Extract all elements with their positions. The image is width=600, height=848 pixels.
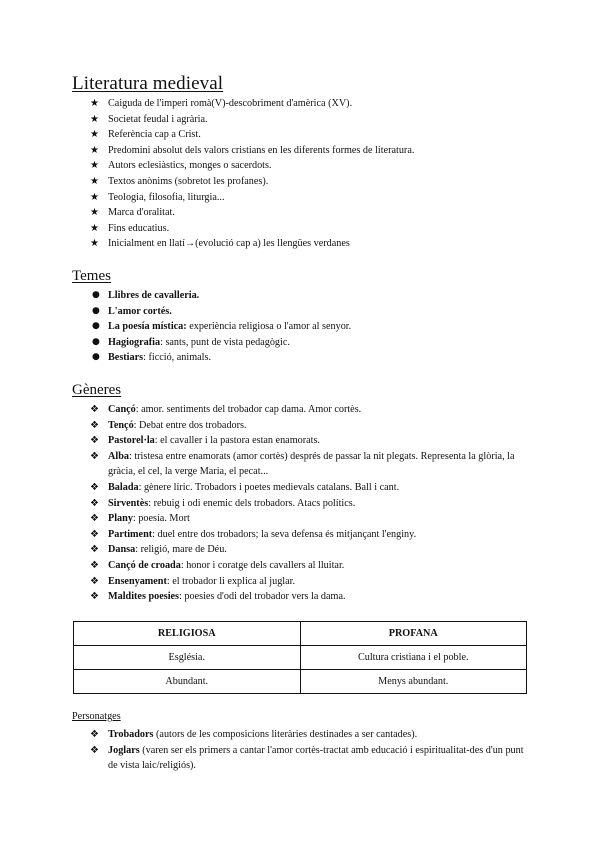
- list-item: ★ Referència cap a Crist.: [0, 127, 600, 143]
- list-item: ❖ Cançó de croada: honor i coratge dels cavallers al lluitar.: [0, 558, 600, 574]
- dot-bullet-icon: ●: [92, 305, 100, 316]
- star-bullet-icon: ★: [90, 98, 99, 109]
- personatges-list: [0, 727, 600, 774]
- diamond-bullet-icon: ❖: [90, 744, 99, 756]
- diamond-bullet-icon: ❖: [90, 591, 99, 603]
- diamond-bullet-icon: ❖: [90, 497, 99, 509]
- table-cell: Cultura cristiana i el poble.: [300, 646, 527, 670]
- star-bullet-icon: ★: [90, 113, 99, 125]
- table-row: [74, 670, 527, 694]
- dot-bullet-icon: ●: [92, 336, 100, 347]
- generes-heading: Gèneres: [72, 382, 122, 398]
- list-item: ★ Inicialment en llatí→(evolució cap a) les llengües verdanes: [0, 236, 600, 252]
- temes-heading: Temes: [72, 268, 111, 284]
- star-bullet-icon: ★: [90, 222, 99, 234]
- list-item: ● Hagiografia: sants, punt de vista pedagògic.: [0, 335, 600, 351]
- diamond-bullet-icon: ❖: [90, 559, 99, 571]
- list-item: ● Bestiars: ficció, animals.: [0, 350, 600, 366]
- list-item: ❖ Pastorel·la: el cavaller i la pastora estan enamorats.: [0, 433, 600, 449]
- intro-list: [0, 96, 600, 252]
- generes-list: [0, 402, 600, 605]
- dot-bullet-icon: ●: [92, 321, 100, 332]
- star-bullet-icon: ★: [90, 129, 99, 141]
- diamond-bullet-icon: ❖: [90, 404, 99, 415]
- personatges-heading: Personatges: [72, 711, 121, 722]
- list-item: ★ Caiguda de l'imperi romà(V)-descobriment d'amèrica (XV).: [0, 96, 600, 112]
- diamond-bullet-icon: ❖: [90, 575, 99, 587]
- list-item: ★ Fins educatius.: [0, 221, 600, 237]
- diamond-bullet-icon: ❖: [90, 528, 99, 540]
- list-item: ❖ Tençó: Debat entre dos trobadors.: [0, 418, 600, 434]
- star-bullet-icon: ★: [90, 160, 99, 172]
- page-title: Literatura medieval: [72, 73, 224, 94]
- table-header-cell: PROFANA: [300, 622, 527, 646]
- list-item: ● Llibres de cavalleria.: [0, 288, 600, 304]
- star-bullet-icon: ★: [90, 238, 99, 250]
- diamond-bullet-icon: ❖: [90, 450, 99, 462]
- list-item: ❖ Sirventès: rebuig i odi enemic dels trobadors. Atacs polítics.: [0, 496, 600, 512]
- list-item: ● La poesía mística: experiència religiosa o l'amor al senyor.: [0, 319, 600, 335]
- list-item: ● L'amor cortés.: [0, 304, 600, 320]
- temes-list: [0, 288, 600, 366]
- list-item: ❖ Joglars (varen ser els primers a cantar l'amor cortès-tractat amb educació i espiritualitat-des d'un punt de vista laic/religiós).: [90, 744, 524, 772]
- table-cell: Abundant.: [74, 670, 301, 694]
- star-bullet-icon: ★: [90, 207, 99, 219]
- star-bullet-icon: ★: [90, 144, 99, 156]
- diamond-bullet-icon: ❖: [90, 481, 99, 493]
- list-item: ❖ Maldites poesies: poesies d'odi del trobador vers la dama.: [0, 589, 600, 605]
- list-item: ❖ Cançó: amor. sentiments del trobador cap dama. Amor cortès.: [0, 402, 600, 418]
- star-bullet-icon: ★: [90, 191, 99, 203]
- list-item: ❖ Partiment: duel entre dos trobadors; la seva defensa és mitjançant l'enginy.: [0, 527, 600, 543]
- list-item: ❖ Dansa: religió, mare de Déu.: [0, 542, 600, 558]
- table-cell: Menys abundant.: [300, 670, 527, 694]
- dot-bullet-icon: ●: [92, 290, 100, 300]
- list-item: ★ Autors eclesiàstics, monges o sacerdots.: [0, 158, 600, 174]
- table-cell: Església.: [74, 646, 301, 670]
- diamond-bullet-icon: ❖: [90, 419, 99, 431]
- comparison-table: [73, 621, 527, 694]
- list-item: ★ Societat feudal i agrària.: [0, 112, 600, 128]
- list-item: ❖ Ensenyament: el trobador li explica al juglar.: [0, 574, 600, 590]
- list-item: ❖ Trobadors (autors de les composicions literàries destinades a ser cantades).: [0, 727, 600, 743]
- diamond-bullet-icon: ❖: [90, 513, 99, 525]
- diamond-bullet-icon: ❖: [90, 435, 99, 447]
- table-header-cell: RELIGIOSA: [74, 622, 301, 646]
- list-item: ★ Textos anònims (sobretot les profanes).: [0, 174, 600, 190]
- list-item: ★ Teologia, filosofia, liturgia...: [0, 190, 600, 206]
- list-item: ★ Marca d'oralitat.: [0, 205, 600, 221]
- list-item: ❖ Alba: tristesa entre enamorats (amor cortès) després de passar la nit plegats. Representa la glòria, la gràcia, el cel, la verge Maria, el pecat...: [90, 450, 515, 478]
- diamond-bullet-icon: ❖: [90, 729, 99, 740]
- list-item: ★ Predomini absolut dels valors cristians en les diferents formes de literatura.: [0, 143, 600, 159]
- list-item: ❖ Plany: poesía. Mort: [0, 511, 600, 527]
- diamond-bullet-icon: ❖: [90, 544, 99, 556]
- table-header-row: [74, 622, 527, 646]
- star-bullet-icon: ★: [90, 175, 99, 187]
- table-row: [74, 646, 527, 670]
- dot-bullet-icon: ●: [92, 352, 100, 363]
- list-item: ❖ Balada: gènere líric. Trobadors i poetes medievals catalans. Ball i cant.: [0, 480, 600, 496]
